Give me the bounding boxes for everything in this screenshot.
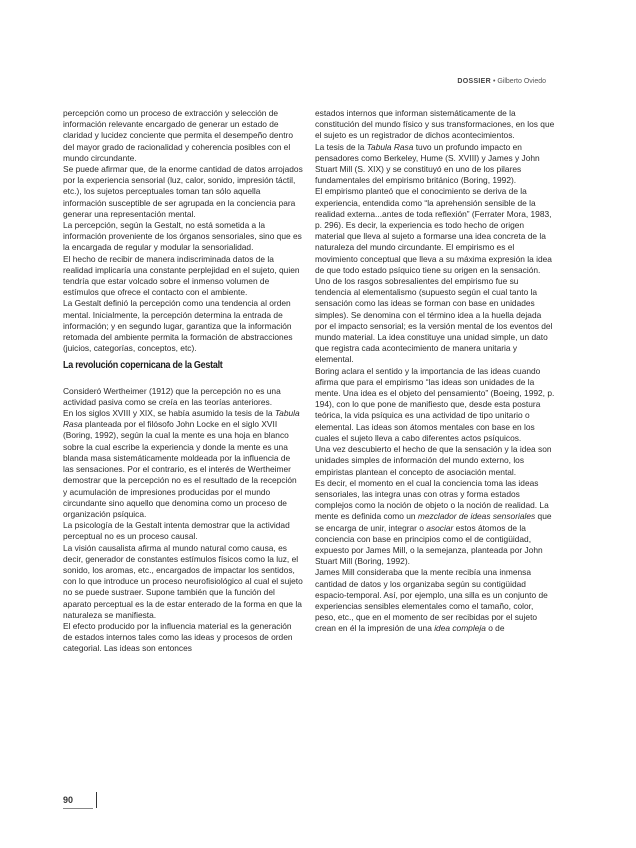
author-name: Gilberto Oviedo bbox=[497, 78, 546, 85]
text-run: estos átomos de la conciencia con base en principios como el de contigüidad, expuesto por James Mill, o la semejanza, planteada por John Stuart Mill (Boring, 1992). bbox=[315, 522, 543, 567]
paragraph: La Gestalt definió la percepción como una tendencia al orden mental. Inicialmente, la percepción determina la entrada de información; y en segundo lugar, garantiza que la información retomada del ambiente permita la formación de abstracciones (juicios, categorías, conceptos, etc). bbox=[63, 298, 293, 354]
paragraph: estados internos que informan sistemáticamente de la constitución del mundo físico y sus transformaciones, en los que el sujeto es un registrador de dichos acontecimientos. bbox=[315, 108, 555, 141]
italic-term: idea compleja bbox=[434, 623, 486, 634]
text-run: En los siglos XVIII y XIX, se había asumido la tesis de la bbox=[63, 408, 275, 419]
paragraph: Se puede afirmar que, de la enorme cantidad de datos arrojados por la experiencia sensorial (luz, calor, sonido, impresión táctil, etc.), los sujetos perceptuales toman tan sólo aquella información susceptible de ser agrupada en la conciencia para generar una representación mental. bbox=[63, 164, 303, 219]
paragraph: La psicología de la Gestalt intenta demostrar que la actividad perceptual no es un proceso causal. bbox=[63, 520, 290, 542]
paragraph bbox=[63, 408, 303, 520]
page-number: 90 bbox=[63, 795, 74, 805]
right-column bbox=[315, 108, 555, 635]
section-heading: La revolución copernicana de la Gestalt bbox=[63, 360, 223, 372]
text-run: planteada por el filósofo John Locke en el siglo XVII (Boring, 1992), según la cual la mente es una hoja en blanco sobre la cual escribe la experiencia y donde la mente es una blanda masa sistemáticamente moldeada por la influencia de las sensaciones. Por el contrario, es el interés de Wertheimer demostrar que la percepción no es el resultado de la recepción y acumulación de impresiones producidas por el mundo circundante sino aquello que denomina como un proceso de organización psíquica. bbox=[63, 419, 297, 519]
paragraph: Una vez descubierto el hecho de que la sensación y la idea son unidades simples de información del mundo externo, los empiristas plantean el concepto de asociación mental. bbox=[315, 444, 552, 477]
text-run: que se encarga de unir, integrar o bbox=[315, 511, 552, 533]
italic-term: Tabula Rasa bbox=[366, 141, 414, 152]
text-run: La tesis de la bbox=[315, 141, 367, 152]
paragraph: percepción como un proceso de extracción y selección de información relevante encargado de generar un estado de claridad y lucidez conciente que permita el desempeño dentro del mayor grado de racionalidad y coherencia posibles con el mundo circundante. bbox=[63, 108, 293, 163]
text-run: James Mill consideraba que la mente recibía una inmensa cantidad de datos y los organizaba según su contigüidad espacio-temporal. Así, por ejemplo, una silla es un conjunto de experiencias sensibles elementales como el tamaño, color, peso, etc., que en el momento de ser recibidas por el sujeto crean en él la impresión de una bbox=[315, 567, 548, 634]
paragraph: Uno de los rasgos sobresalientes del empirismo fue su tendencia al elementalismo (supuesto según el cual tanto la sensación como las ideas se forman con base en unidades simples). Se denomina con el término idea a la huella dejada por el impacto sensorial; es la versión mental de los eventos del mundo material. La idea constituye una unidad simple, un dato que registra cada acontecimiento de manera unitaria y elemental. bbox=[315, 276, 553, 365]
paragraph: El empirismo planteó que el conocimiento se deriva de la experiencia, entendida como “la aprehensión sensible de la realidad externa...antes de toda reflexión” (Ferrater Mora, 1983, p. 296). Es decir, la experiencia es todo hecho de origen material que lleva al sujeto a formarse una idea concreta de la naturaleza del mundo circundante. El empirismo es el movimiento conceptual que lleva a su máxima expresión la idea de que todo estado psíquico tiene su origen en la sensación. bbox=[315, 186, 552, 275]
left-column bbox=[63, 108, 303, 655]
paragraph: El efecto producido por la influencia material es la generación de estados internos tales como las ideas y procesos de orden categorial. Las ideas son entonces bbox=[63, 620, 293, 654]
italic-term: mezclador de ideas sensoriales bbox=[417, 511, 536, 522]
paragraph bbox=[315, 567, 555, 634]
paragraph: La visión causalista afirma al mundo natural como causa, es decir, generador de constantes estímulos físicos como la luz, el sonido, los aromas, etc., encargados de impactar los sentidos, con lo que introduce un proceso neurofisiológico al cual el sujeto no se puede sustraer. Supone también que la función del aparato perceptual es la de estar enterado de la forma en que la naturaleza se manifiesta. bbox=[63, 542, 303, 620]
text-run: tuvo un profundo impacto en pensadores como Berkeley, Hume (S. XVIII) y James y John Stuart Mill (S. XIX) y se constituyó en uno de los pilares fundamentales del empirismo británico (Boring, 1992). bbox=[315, 141, 540, 186]
folio-underline bbox=[63, 808, 93, 809]
paragraph: La percepción, según la Gestalt, no está sometida a la información proveniente de los órganos sensoriales, sino que es la encargada de regular y modular la sensorialidad. bbox=[63, 220, 302, 253]
text-run: Es decir, el momento en el cual la conciencia toma las ideas sensoriales, las integra unas con otras y forma estados complejos como la noción de objeto o la noción de realidad. La mente es definida como un bbox=[315, 477, 549, 522]
header-separator: • bbox=[492, 78, 496, 85]
paragraph: El hecho de recibir de manera indiscriminada datos de la realidad implicaría una constante perplejidad en el sujeto, quien tendría que estar volcado sobre el inmenso volumen de estímulos que ofrece el contacto con el ambiente. bbox=[63, 253, 300, 298]
section-label: DOSSIER bbox=[457, 78, 491, 85]
paragraph: Boring aclara el sentido y la importancia de las ideas cuando afirma que para el empirismo “las ideas son unidades de la mente. Una idea es el objeto del pensamiento” (Boeing, 1992, p. 194), con lo que pone de manifiesto que, desde esta postura teórica, la vida psíquica es una actividad de tipo unitario o elemental. Las ideas son átomos mentales con base en los cuales el sujeto lleva a cabo diferentes actos psíquicos. bbox=[315, 365, 555, 443]
folio-divider bbox=[96, 792, 97, 808]
text-run: o de bbox=[485, 623, 505, 634]
italic-term: asociar bbox=[426, 522, 454, 533]
running-header bbox=[457, 78, 546, 85]
italic-term: Tabula Rasa bbox=[63, 408, 300, 430]
paragraph bbox=[315, 478, 555, 568]
paragraph: Consideró Wertheimer (1912) que la percepción no es una actividad pasiva como se creía en las teorías anteriores. bbox=[63, 385, 281, 407]
paragraph bbox=[315, 142, 555, 187]
